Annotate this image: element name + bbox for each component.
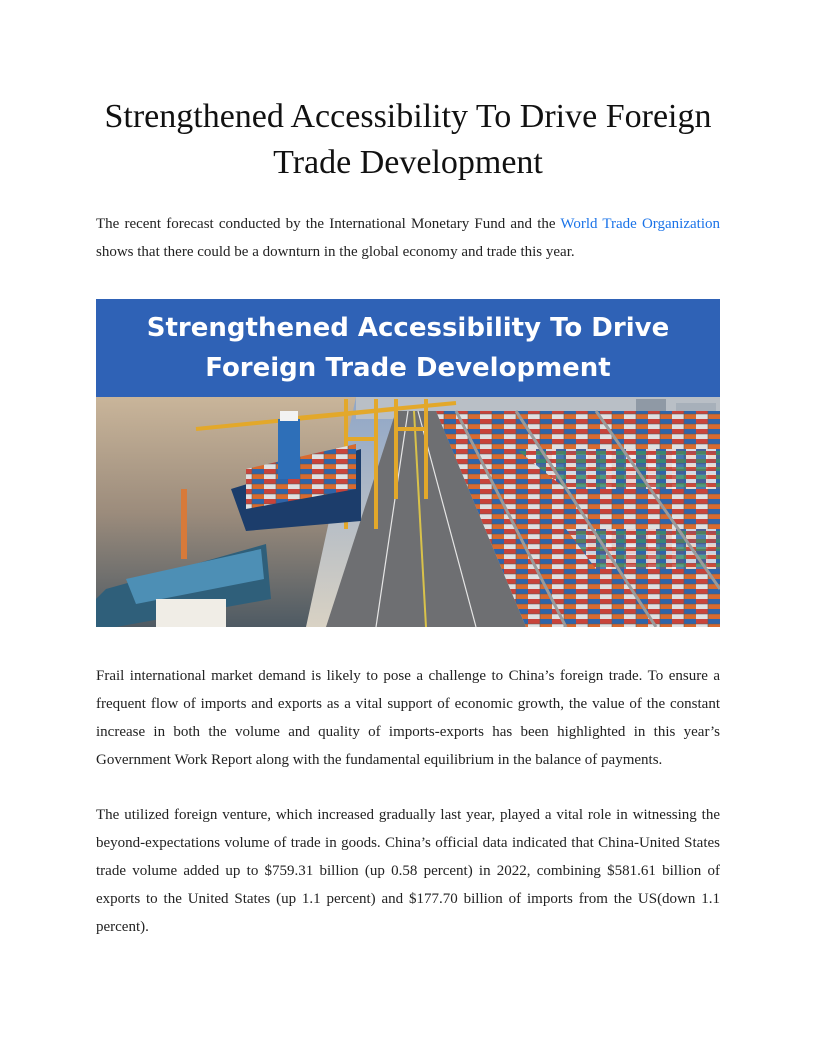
hero-banner-line-1: Strengthened Accessibility To Drive — [146, 313, 670, 343]
intro-text-before: The recent forecast conducted by the International Monetary Fund and the — [96, 216, 561, 232]
intro-text-after: shows that there could be a downturn in the global economy and trade this year. — [96, 244, 575, 260]
page-title — [96, 94, 720, 186]
title-line-1: Strengthened Accessibility To Drive Foreign — [104, 98, 712, 135]
hero-banner-line-2: Foreign Trade Development — [205, 353, 611, 383]
body-paragraph-2: Frail international market demand is likely to pose a challenge to China’s foreign trade. To ensure a frequent flow of imports and exports as a vital support of economic growth, the value of the constant increase in both the volume and quality of imports-exports has been highlighted in this year’s Government Work Report along with the fundamental equilibrium in the balance of payments. — [96, 668, 720, 768]
wto-link[interactable]: World Trade Organization — [560, 216, 720, 232]
hero-banner — [96, 299, 720, 397]
body-paragraph-3: The utilized foreign venture, which increased gradually last year, played a vital role in witnessing the beyond-expectations volume of trade in goods. China’s official data indicated that China-United States trade volume added up to $759.31 billion (up 0.58 percent) in 2022, combining $581.61 billion of exports to the United States (up 1.1 percent) and $177.70 billion of imports from the US(down 1.1 percent). — [96, 807, 720, 935]
title-line-2: Trade Development — [273, 144, 543, 181]
intro-paragraph — [96, 210, 720, 266]
hero-image — [96, 299, 720, 627]
document-page — [96, 0, 720, 941]
